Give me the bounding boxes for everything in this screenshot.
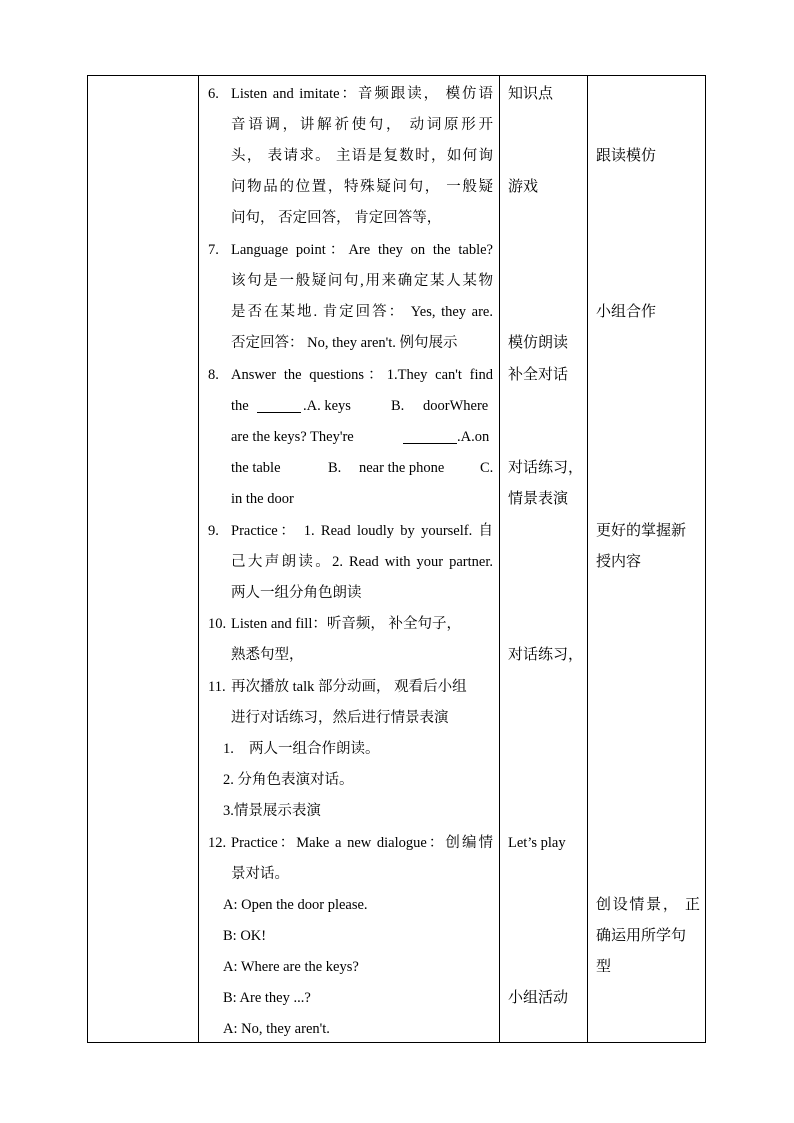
item-number: 8. (208, 367, 219, 383)
item-line: 进行对话练习，然后进行情景表演 (231, 710, 449, 726)
purpose-label: 型 (596, 959, 612, 975)
activity-label: 模仿朗读 (508, 335, 569, 351)
item-line: 己大声朗读。2. Read with your partner. (231, 554, 493, 570)
item-line: 是否在某地. 肯定回答： Yes, they are. (231, 304, 493, 320)
sub-item: 2. 分角色表演对话。 (223, 772, 354, 788)
item-line: .A.on (457, 429, 490, 445)
item-line: Language point：Are they on the table? (231, 242, 493, 258)
item-line: 再次播放 talk 部分动画， 观看后小组 (231, 679, 467, 695)
dialogue-line: A: Open the door please. (223, 897, 368, 913)
item-line: the table (231, 460, 281, 476)
item-line: 音语调，讲解祈使句， 动词原形开 (231, 117, 493, 133)
activity-label: 补全对话 (508, 367, 569, 383)
purpose-column (588, 76, 707, 1042)
item-line: C. (480, 460, 494, 476)
procedure-column (199, 76, 499, 1042)
activity-label: 对话练习， (508, 647, 584, 663)
sub-item: 两人一组合作朗读。 (249, 741, 380, 757)
sub-item: 3.情景展示表演 (223, 803, 321, 819)
item-number: 7. (208, 242, 219, 258)
item-line: B. (391, 398, 405, 414)
item-number: 9. (208, 523, 219, 539)
dialogue-line: B: Are they ...? (223, 990, 311, 1006)
dialogue-line: A: No, they aren't. (223, 1021, 330, 1037)
sub-item-number: 1. (223, 741, 234, 757)
activity-label: Let’s play (508, 835, 566, 851)
item-line: Listen and fill：听音频， 补全句子， (231, 616, 461, 632)
dialogue-line: B: OK! (223, 928, 267, 944)
activity-label: 知识点 (508, 86, 554, 102)
answer-blank (257, 400, 301, 413)
item-line: 问物品的位置，特殊疑问句， 一般疑 (231, 179, 493, 195)
answer-blank (403, 431, 457, 444)
activity-label: 对话练习， (508, 460, 584, 476)
purpose-label: 授内容 (596, 554, 642, 570)
item-line: 景对话。 (231, 866, 289, 882)
item-line: 问句， 否定回答， 肯定回答等， (231, 210, 442, 226)
item-line: the (231, 398, 249, 414)
activity-column (500, 76, 588, 1042)
item-line: B. (328, 460, 342, 476)
activity-label: 小组活动 (508, 990, 569, 1006)
item-number: 10. (208, 616, 227, 632)
item-line: Answer the questions：1.They can't find (231, 367, 493, 383)
item-line: are the keys? They're (231, 429, 354, 445)
item-line: .A. keys (303, 398, 351, 414)
activity-label: 情景表演 (508, 491, 569, 507)
item-number: 12. (208, 835, 227, 851)
item-number: 6. (208, 86, 219, 102)
item-line: Listen and imitate：音频跟读， 模仿语 (231, 86, 493, 102)
item-line: 否定回答： No, they aren't. 例句展示 (231, 335, 458, 351)
item-line: 两人一组分角色朗读 (231, 585, 362, 601)
item-line: doorWhere (423, 398, 489, 414)
purpose-label: 小组合作 (596, 304, 657, 320)
dialogue-line: A: Where are the keys? (223, 959, 359, 975)
lesson-table (87, 75, 706, 1043)
purpose-label: 创设情景， 正 (596, 897, 700, 913)
item-number: 11. (208, 679, 226, 695)
item-line: Practice：Make a new dialogue：创编情 (231, 835, 493, 851)
activity-label: 游戏 (508, 179, 539, 195)
item-line: 头， 表请求。 主语是复数时，如何询 (231, 148, 493, 164)
item-line: 熟悉句型， (231, 647, 304, 663)
purpose-label: 跟读模仿 (596, 148, 657, 164)
item-line: near the phone (359, 460, 445, 476)
item-line: 该句是一般疑问句,用来确定某人某物 (231, 273, 493, 289)
item-line: Practice： 1. Read loudly by yourself. 自 (231, 523, 493, 539)
purpose-label: 确运用所学句 (596, 928, 687, 944)
purpose-label: 更好的掌握新 (596, 523, 687, 539)
item-line: in the door (231, 491, 294, 507)
